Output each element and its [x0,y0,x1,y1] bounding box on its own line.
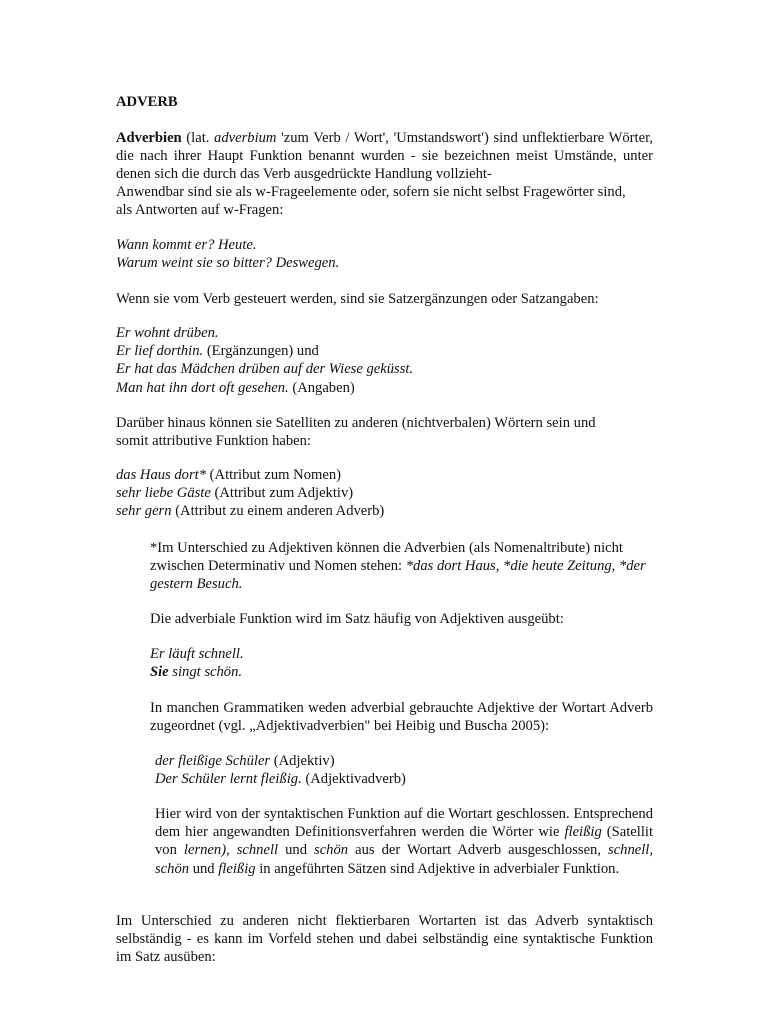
example-line: das Haus dort* (Attribut zum Nomen) [116,467,341,483]
example-group-attributes [116,466,653,521]
grammar-paragraph: In manchen Grammatiken weden adverbial gebrauchte Adjektive der Wortart Adverb zugeordnet (vgl. „Adjektivadverbien" bei Heibig und Buscha 2005): [150,700,653,735]
question-examples [116,236,653,272]
intro-line-5: als Antworten auf w-Fragen: [116,202,284,218]
syntax-paragraph: Hier wird von der syntaktischen Funktion auf die Wortart geschlossen. Entsprechend dem hier angewandten Definitionsverfahren werden die Wörter wie fleißig (Satellit von lernen), schnell und schön aus der Wortart Adverb ausgeschlossen, schnell, schön und fleißig in angeführten Sätzen sind Adjektive in adverbialer Funktion. [155,806,654,877]
example-line: Er wohnt drüben. [116,325,219,341]
example-line: der fleißige Schüler (Adjektiv) [155,753,335,769]
final-paragraph: Im Unterschied zu anderen nicht flektierbaren Wortarten ist das Adverb syntaktisch selbständig - es kann im Vorfeld stehen und dabei selbständig eine syntaktische Funktion im Satz ausüben: [116,913,653,966]
example-group-adjective-adverb [155,752,653,788]
example-line: sehr gern (Attribut zu einem anderen Adverb) [116,503,385,520]
intro-line-4: Anwendbar sind sie als w-Frageelemente oder, sofern sie nicht selbst Fragewörter sind, [116,184,626,200]
example-line: Sie singt schön. [150,664,243,681]
footnote-paragraph: *Im Unterschied zu Adjektiven können die Adverbien (als Nomenaltribute) nicht zwischen Determinativ und Nomen stehen: *das dort Haus, *die heute Zeitung, *der gestern Besuch. [150,540,646,593]
example-line: Er hat das Mädchen drüben auf der Wiese geküsst. [116,361,414,378]
example-question-2: Warum weint sie so bitter? Deswegen. [116,255,340,272]
latin-term: adverbium [214,130,277,146]
intro-term: Adverbien [116,130,182,146]
example-line: Er läuft schnell. [150,646,244,662]
adjective-function-paragraph: Die adverbiale Funktion wird im Satz häufig von Adjektiven ausgeübt: [150,611,564,627]
example-group-complements [116,324,653,397]
example-line: Er lief dorthin. (Ergänzungen) und [116,343,319,360]
example-line: Der Schüler lernt fleißig. (Adjektivadverb) [155,771,406,788]
page-title: ADVERB [116,94,178,110]
intro-paragraph: Adverbien (lat. adverbium 'zum Verb / Wort', 'Umstandswort') sind unflektierbare Wörter, die nach ihrer Haupt Funktion benannt wurden - sie bezeichnen meist Umstände, unter denen sich die durch das Verb ausgedrückte Handlung vollzieht- [116,130,653,183]
example-group-adjectives [150,645,653,681]
satellite-paragraph: Darüber hinaus können sie Satelliten zu anderen (nichtverbalen) Wörtern sein und somit attributive Funktion haben: [116,415,596,450]
example-question-1: Wann kommt er? Heute. [116,237,257,253]
example-line: Man hat ihn dort oft gesehen. (Angaben) [116,379,355,396]
verb-paragraph: Wenn sie vom Verb gesteuert werden, sind sie Satzergänzungen oder Satzangaben: [116,291,599,307]
example-line: sehr liebe Gäste (Attribut zum Adjektiv) [116,485,354,502]
